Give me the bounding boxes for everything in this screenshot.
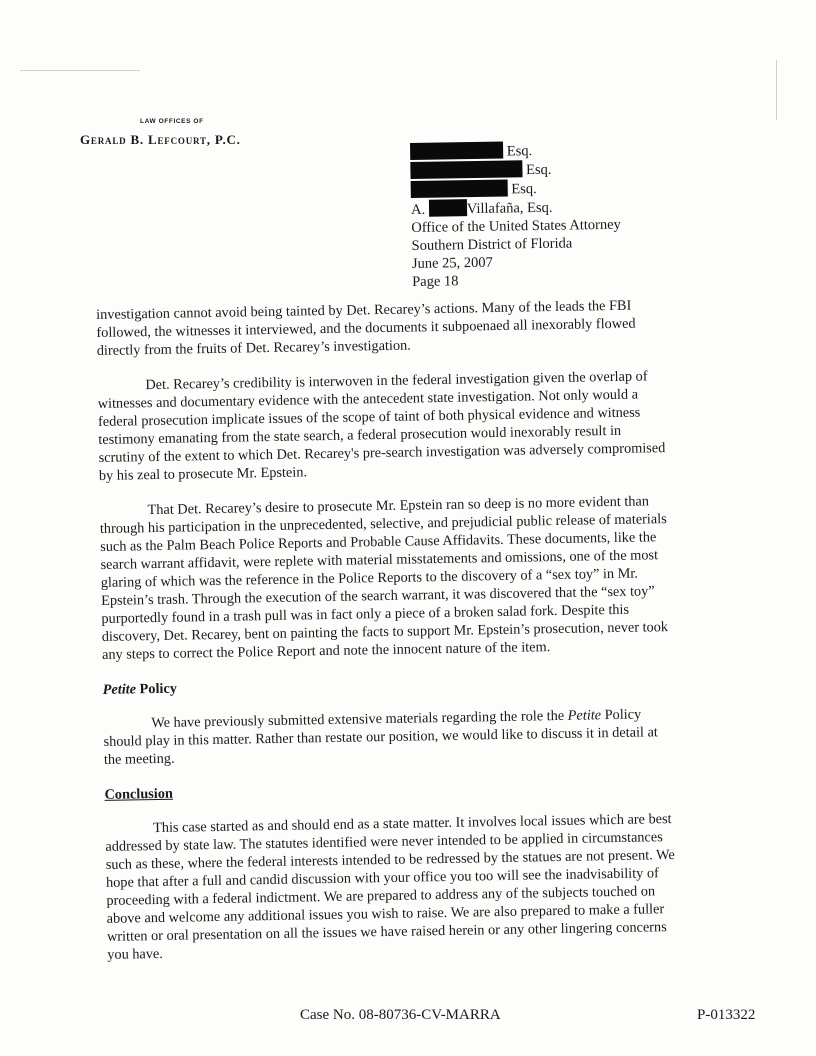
page-number: Page 18 — [412, 273, 459, 290]
body-paragraph-1: investigation cannot avoid being tainted by Det. Recarey’s actions. Many of the leads the FBI followed, the witnesses it interviewed, and the documents it subpoenaed all inexorably flowed directly from the fruits of Det. Recarey’s investigation. — [96, 297, 636, 359]
heading-italic-word: Petite — [102, 681, 137, 698]
footer-bates-number: P-013322 — [697, 1007, 756, 1023]
recipient-office: Office of the United States Attorney — [411, 216, 621, 236]
recipient-suffix: Esq. — [525, 161, 552, 179]
scan-artifact-top — [20, 70, 140, 71]
redaction-bar — [429, 199, 467, 217]
letterhead-caption: LAW OFFICES OF — [140, 118, 204, 125]
recipient-district: Southern District of Florida — [411, 235, 573, 254]
section-heading-petite-policy — [103, 671, 673, 699]
footer-case-number: Case No. 08-80736-CV-MARRA — [300, 1007, 501, 1023]
recipient-surname: Villafaña, Esq. — [466, 199, 553, 218]
recipient-suffix: Esq. — [511, 181, 537, 198]
redaction-bar — [410, 160, 522, 179]
body-paragraph-2: Det. Recarey’s credibility is interwoven in the federal investigation given the overlap of witnesses and documentary evidence with the antecedent state investigation. Not only would a federal prosecution implicate issues of the scope of taint of both physical evidence and witness testimony emanating from the state search, a federal prosecution would inexorably result in scrutiny of the extent to which Det. Recarey's pre-search investigation was adversely compromised by his zeal to prosecute Mr. Epstein. — [97, 368, 666, 484]
letterhead-firm-name: Gerald B. Lefcourt, P.C. — [80, 132, 241, 147]
letter-body — [96, 296, 678, 981]
recipient-address-block — [410, 140, 622, 291]
recipient-initial: A. — [410, 201, 426, 218]
section-heading-conclusion: Conclusion — [104, 785, 174, 803]
body-paragraph-3: That Det. Recarey’s desire to prosecute Mr. Epstein ran so deep is no more evident than through his participation in the unprecedented, selective, and prejudicial public release of materials such as the Palm Beach Police Reports and Probable Cause Affidavits. These documents, like the search warrant affidavit, were replete with material misstatements and omissions, one of the most glaring of which was the reference in the Police Reports to the discovery of a “sex toy” in Mr. Epstein’s trash. Through the execution of the search warrant, it was discovered that the “sex toy” purportedly found in a trash pull was in fact only a piece of a broken salad fork. Despite this discovery, Det. Recarey, bent on painting the facts to support Mr. Epstein’s prosecution, never took any steps to correct the Police Report and note the innocent nature of the item. — [99, 493, 669, 663]
heading-rest: Policy — [135, 680, 178, 698]
redaction-bar — [410, 142, 503, 160]
scan-artifact-right — [776, 60, 777, 120]
body-paragraph-4 — [103, 705, 674, 769]
letter-date: June 25, 2007 — [411, 254, 493, 272]
paragraph-4-part-a: We have previously submitted extensive materials regarding the role the — [151, 707, 568, 732]
redaction-bar — [411, 179, 508, 198]
paragraph-4-italic: Petite — [567, 707, 602, 724]
recipient-suffix: Esq. — [506, 143, 533, 160]
body-paragraph-5: This case started as and should end as a state matter. It involves local issues which are best addressed by state law. The statutes identified were never intended to be applied in circumstances such as these, where the federal interests intended to be redressed by the statues are not present. We hope that after a full and candid discussion with your office you too will see the inadvisability of proceeding with a federal indictment. We are prepared to address any of the subjects touched on above and welcome any additional issues you wish to raise. We are also prepared to make a fuller written or oral presentation on all the issues we have raised herein or any other lingering concerns you have. — [105, 811, 675, 963]
paragraph-4-part-b: Policy should play in this matter. Rather than restate our position, we would like to discuss it in detail at the meeting. — [103, 706, 658, 768]
